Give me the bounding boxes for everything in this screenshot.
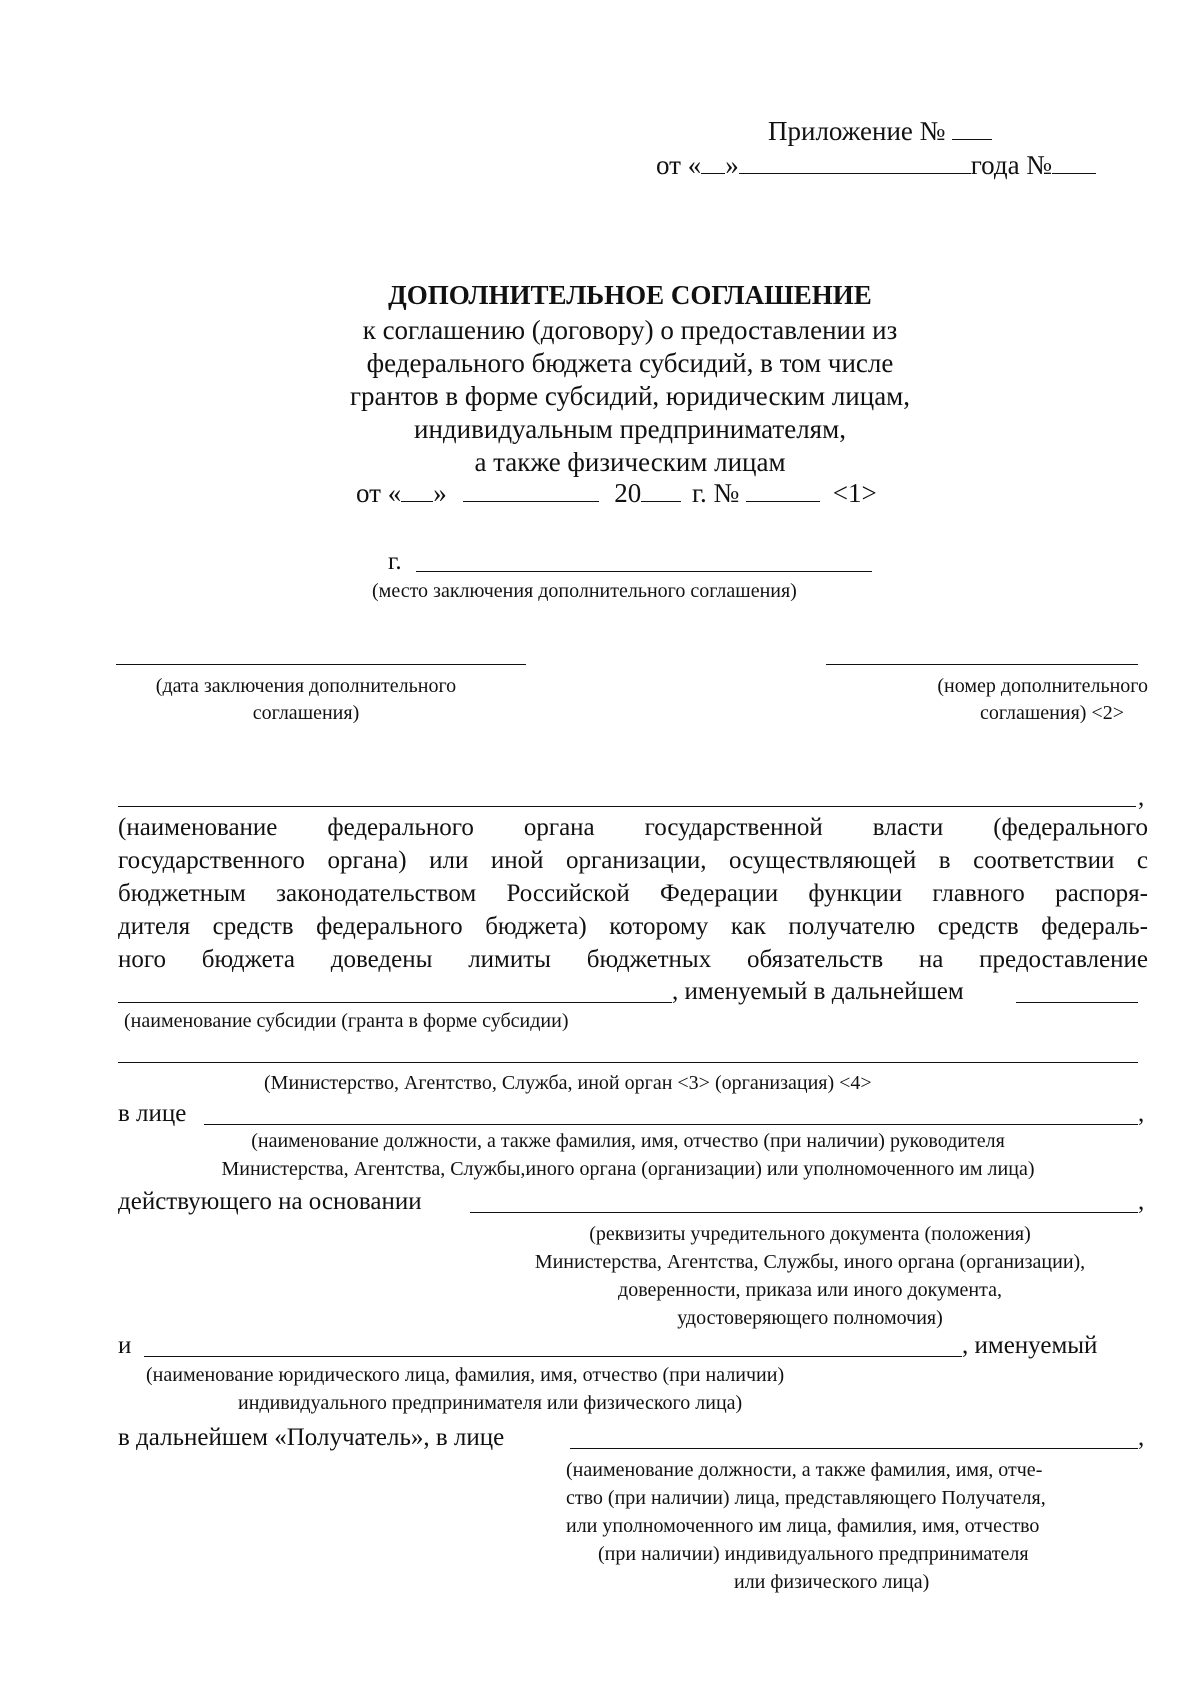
document-subtitle — [200, 314, 1060, 479]
appendix-number — [768, 116, 992, 147]
organ-caption-line: дителя средств федерального бюджета) которому как получателю средств федераль- — [118, 913, 1148, 940]
recipient-caption-line: индивидуального предпринимателя или физического лица) — [238, 1392, 743, 1414]
representative-blank — [570, 1448, 1138, 1449]
appendix-label: Приложение № — [768, 116, 946, 146]
rep-caption-line: ство (при наличии) лица, представляющего Получателя, — [566, 1487, 1046, 1509]
rep-caption-line: или уполномоченного им лица, фамилия, имя, отчество — [566, 1515, 1040, 1537]
date-caption-line: (дата заключения дополнительного — [155, 675, 457, 697]
rep-caption-line: (наименование должности, а также фамилия, имя, отче- — [566, 1459, 1043, 1481]
named-as-blank — [1016, 1002, 1138, 1003]
agreement-year-prefix: 20 — [614, 478, 642, 508]
subtitle-line: индивидуальным предпринимателям, — [414, 414, 846, 444]
organ-caption-line: государственного органа) или иной организации, осуществляющей в соответствии с — [118, 847, 1148, 874]
head-comma: , — [1138, 1100, 1145, 1127]
organ-caption-line: бюджетным законодательством Российской Федерации функции главного распоря- — [118, 880, 1148, 907]
subtitle-line: к соглашению (договору) о предоставлении из — [362, 315, 898, 345]
organ-comma: , — [1138, 784, 1145, 811]
date-blank — [116, 664, 526, 665]
footnote-1: <1> — [832, 478, 877, 508]
basis-doc-caption — [470, 1220, 1150, 1332]
number-caption — [937, 673, 1148, 727]
appendix-number-blank — [952, 117, 992, 140]
recipient-name-blank — [144, 1356, 962, 1357]
agreement-month-blank — [463, 479, 599, 502]
named-label: , именуемый — [962, 1332, 1098, 1359]
acting-basis-label: действующего на основании — [118, 1188, 422, 1215]
rep-caption-line: (при наличии) индивидуального предпринимателя — [598, 1543, 1029, 1565]
place-prefix: г. — [388, 548, 402, 575]
ministry-caption: (Министерство, Агентство, Служба, иной орган <3> (организация) <4> — [264, 1072, 872, 1094]
agreement-day-blank — [401, 479, 433, 502]
number-caption-line: соглашения) <2> — [979, 702, 1124, 724]
basis-caption-line: удостоверяющего полномочия) — [677, 1307, 943, 1329]
head-name-blank — [204, 1124, 1138, 1125]
place-blank — [416, 571, 872, 572]
header-date-open: от « — [656, 150, 702, 180]
basis-comma: , — [1138, 1188, 1145, 1215]
basis-caption-line: доверенности, приказа или иного документа, — [618, 1279, 1002, 1301]
recipient-caption-line: (наименование юридического лица, фамилия, имя, отчество (при наличии) — [146, 1364, 785, 1386]
organ-caption-line: ного бюджета доведены лимиты бюджетных обязательств на предоставление — [118, 946, 1148, 973]
basis-caption-line: Министерства, Агентства, Службы, иного органа (организации), — [534, 1251, 1086, 1273]
agreement-date-open: от « — [356, 478, 402, 508]
agreement-number-blank — [746, 479, 820, 502]
organ-name-blank — [118, 806, 1136, 807]
basis-caption-line: (реквизиты учредительного документа (положения) — [589, 1223, 1031, 1245]
header-number-blank — [1052, 151, 1096, 174]
subtitle-line: федерального бюджета субсидий, в том числе — [366, 348, 894, 378]
organ-caption-line: (наименование федерального органа государственной власти (федерального — [118, 814, 1148, 841]
agreement-number-label: г. № — [691, 478, 740, 508]
number-caption-line: (номер дополнительного — [937, 675, 1148, 697]
header-date-line — [656, 150, 1096, 181]
head-caption-line: Министерства, Агентства, Службы,иного органа (организации) или уполномоченного им лица) — [221, 1158, 1035, 1180]
representative-caption — [566, 1456, 1046, 1596]
agreement-date-close: » — [433, 478, 447, 508]
header-day-blank — [701, 151, 725, 174]
subtitle-line: грантов в форме субсидий, юридическим лицам, — [349, 381, 911, 411]
head-caption-line: (наименование должности, а также фамилия, имя, отчество (при наличии) руководителя — [251, 1130, 1005, 1152]
header-month-blank — [739, 151, 971, 174]
header-year-label: года № — [970, 150, 1053, 180]
agreement-year-blank — [641, 479, 681, 502]
date-caption-line: соглашения) — [252, 702, 360, 724]
ministry-blank — [118, 1062, 1138, 1063]
document-title: ДОПОЛНИТЕЛЬНОЕ СОГЛАШЕНИЕ — [388, 280, 872, 310]
named-further-label: , именуемый в дальнейшем — [672, 978, 964, 1005]
date-caption — [106, 673, 506, 727]
and-label: и — [118, 1332, 132, 1359]
place-caption: (место заключения дополнительного соглашения) — [372, 580, 797, 602]
rep-caption-line: или физического лица) — [734, 1571, 930, 1593]
header-date-close: » — [725, 150, 739, 180]
subsidy-name-blank — [118, 1002, 672, 1003]
basis-doc-blank — [470, 1212, 1138, 1213]
representative-comma: , — [1138, 1424, 1145, 1451]
agreement-date-line — [356, 478, 877, 509]
in-person-label: в лице — [118, 1100, 187, 1127]
number-blank — [826, 664, 1138, 665]
subtitle-line: а также физическим лицам — [474, 447, 786, 477]
further-recipient-label: в дальнейшем «Получатель», в лице — [118, 1424, 505, 1451]
subsidy-caption: (наименование субсидии (гранта в форме субсидии) — [124, 1010, 569, 1032]
